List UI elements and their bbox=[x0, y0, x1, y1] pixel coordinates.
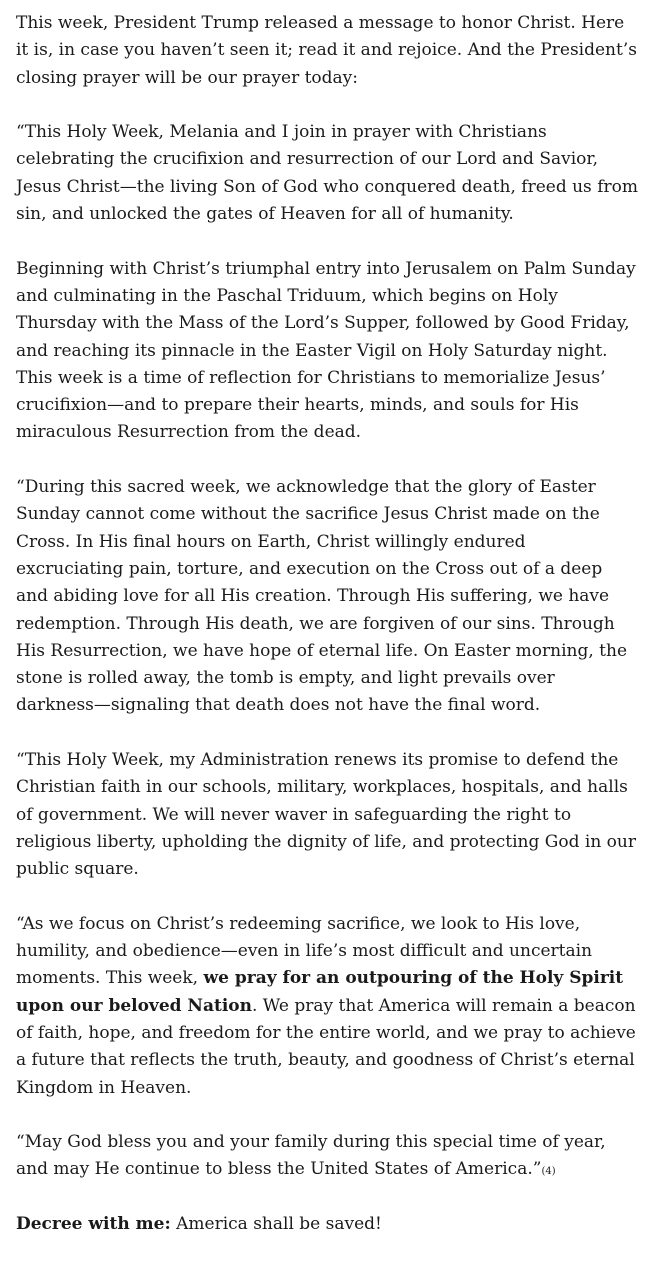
intro-paragraph: This week, President Trump released a message to honor Christ. Here it is, in case you haven’t seen it; read it and rejoice. And the President’s closing prayer will be our prayer today: bbox=[16, 13, 637, 88]
article-body bbox=[16, 10, 638, 1238]
quote-paragraph-5-bold: we pray for an outpouring of the Holy Spirit upon our beloved Nation bbox=[16, 968, 624, 1016]
quote-paragraph-5-text-before: “As we focus on Christ’s redeeming sacrifice, we look to His love, humility, and obedience—even in life’s most difficult and uncertain moments. This week, bbox=[16, 913, 593, 989]
quote-paragraph-3: “During this sacred week, we acknowledge that the glory of Easter Sunday cannot come without the sacrifice Jesus Christ made on the Cross. In His final hours on Earth, Christ willingly endured excruciating pain, torture, and execution on the Cross out of a deep and abiding love for all His creation. Through His suffering, we have redemption. Through His death, we are forgiven of our sins. Through His Resurrection, we have hope of eternal life. On Easter morning, the stone is rolled away, the tomb is empty, and light prevails over darkness—signaling that death does not have the final word. bbox=[16, 477, 628, 716]
footnote-marker[interactable]: (4) bbox=[541, 1166, 556, 1178]
quote-paragraph-5-text-after: . We pray that America will remain a beacon of faith, hope, and freedom for the entire world, and we pray to achieve a future that reflects the truth, beauty, and goodness of Christ’s eternal Kingdom in Heaven. bbox=[16, 995, 636, 1098]
decree-text: America shall be saved! bbox=[170, 1214, 382, 1235]
closing-quote-text: “May God bless you and your family during this special time of year, and may He continue to bless the United States of America.” bbox=[16, 1132, 606, 1180]
quote-paragraph-4: “This Holy Week, my Administration renews its promise to defend the Christian faith in our schools, military, workplaces, hospitals, and halls of government. We will never waver in safeguarding the right to religious liberty, upholding the dignity of life, and protecting God in our public square. bbox=[16, 750, 636, 880]
quote-paragraph-5 bbox=[16, 911, 638, 1102]
quote-paragraph-1: “This Holy Week, Melania and I join in prayer with Christians celebrating the crucifixion and resurrection of our Lord and Savior, Jesus Christ—the living Son of God who conquered death, freed us from sin, and unlocked the gates of Heaven for all of humanity. bbox=[16, 122, 638, 225]
quote-paragraph-2: Beginning with Christ’s triumphal entry into Jerusalem on Palm Sunday and culminating in the Paschal Triduum, which begins on Holy Thursday with the Mass of the Lord’s Supper, followed by Good Friday, and reaching its pinnacle in the Easter Vigil on Holy Saturday night. This week is a time of reflection for Christians to memorialize Jesus’ crucifixion—and to prepare their hearts, minds, and souls for His miraculous Resurrection from the dead. bbox=[16, 258, 636, 443]
decree-label: Decree with me: bbox=[16, 1214, 171, 1235]
decree-paragraph bbox=[16, 1211, 638, 1238]
closing-quote-paragraph bbox=[16, 1129, 638, 1184]
